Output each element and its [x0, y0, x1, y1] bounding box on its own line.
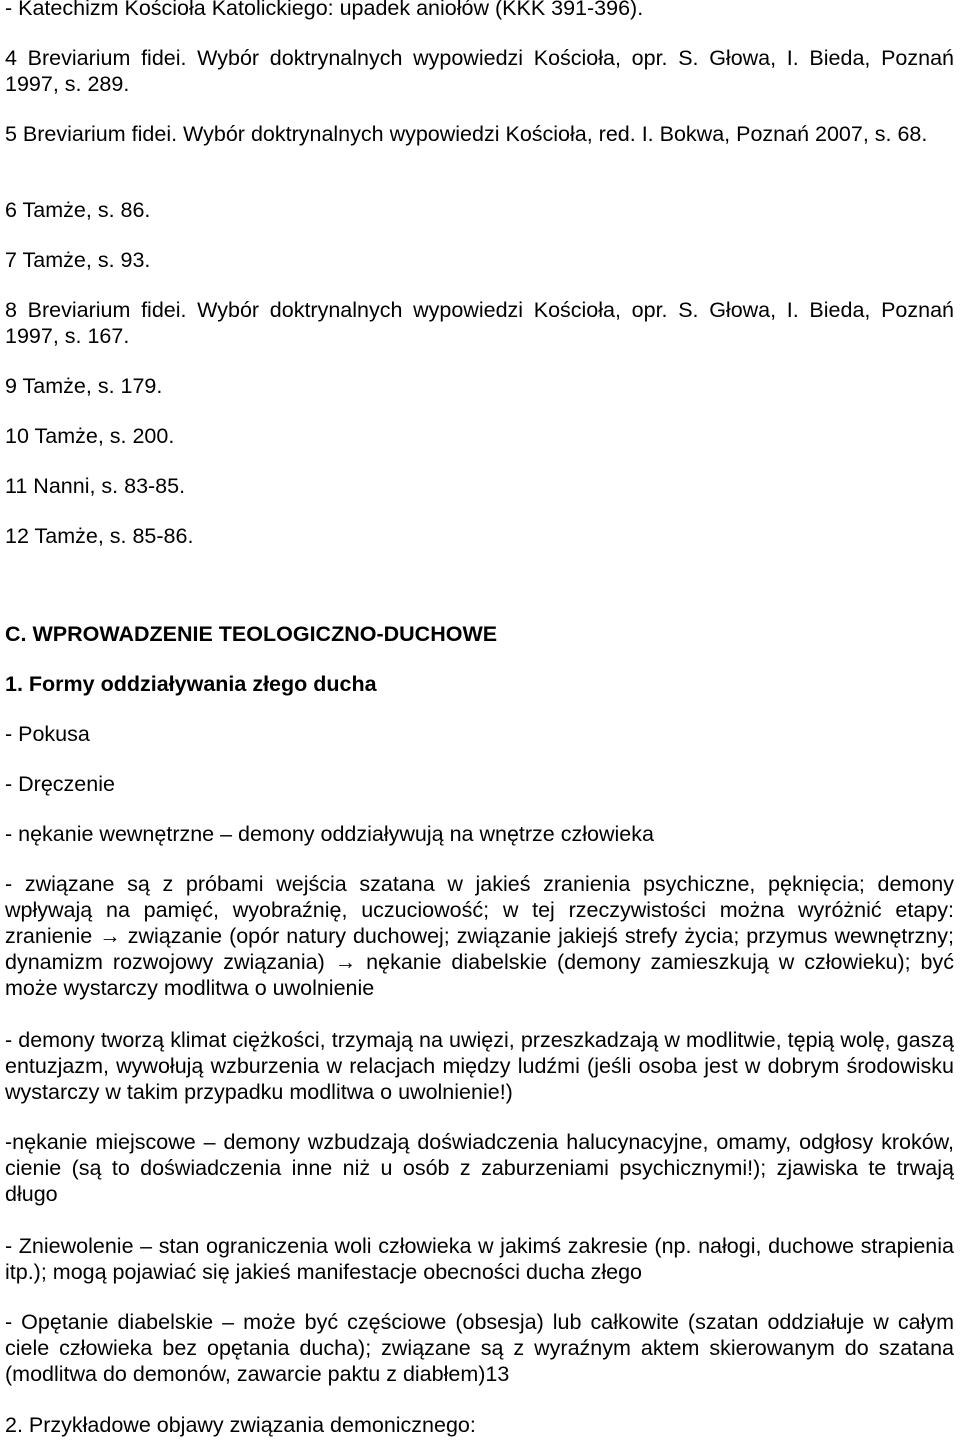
list-item-nekanie-miejscowe: -nękanie miejscowe – demony wzbudzają doświadczenia halucynacyjne, omamy, odgłosy kroków, cienie (są to doświadczenia inne niż u osób z zaburzeniami psychicznymi!); zjawiska te trwają długo	[5, 1130, 954, 1206]
list-item-klimat-ciezkosci: - demony tworzą klimat ciężkości, trzymają na uwięzi, przeszkadzają w modlitwie, tępią wolę, gaszą entuzjazm, wywołują wzburzenia w relacjach między ludźmi (jeśli osoba jest w dobrym środowisku wystarczy w takim przypadku modlitwa o uwolnienie!)	[5, 1028, 954, 1104]
list-item-dreczenie: - Dręczenie	[5, 772, 115, 796]
list-item-zniewolenie: - Zniewolenie – stan ograniczenia woli człowieka w jakimś zakresie (np. nałogi, duchowe strapienia itp.); mogą pojawiać się jakieś manifestacje obecności ducha złego	[5, 1234, 954, 1284]
footnote-11: 11 Nanni, s. 83-85.	[5, 474, 186, 498]
subsection-heading: 1. Formy oddziaływania złego ducha	[5, 672, 377, 696]
list-item-pokusa: - Pokusa	[5, 722, 90, 746]
footnote-6: 6 Tamże, s. 86.	[5, 198, 151, 222]
footnote-12: 12 Tamże, s. 85-86.	[5, 524, 194, 548]
footnote-10: 10 Tamże, s. 200.	[5, 424, 175, 448]
footnote-9: 9 Tamże, s. 179.	[5, 374, 163, 398]
list-item-zwiazane-proby: - związane są z próbami wejścia szatana w jakieś zranienia psychiczne, pęknięcia; demony wpływają na pamięć, wyobraźnię, uczuciowość; w tej rzeczywistości można wyróżnić etapy: zranienie → związanie (opór natury duchowej; związanie jakiejś strefy życia; przymus wewnętrzny; dynamizm rozwojowy związania) → nękanie diabelskie (demony zamieszkują w człowieku); być może wystarczy modlitwa o uwolnienie	[5, 872, 954, 1000]
section-heading: C. WPROWADZENIE TEOLOGICZNO-DUCHOWE	[5, 622, 498, 646]
footnote-4: 4 Breviarium fidei. Wybór doktrynalnych wypowiedzi Kościoła, opr. S. Głowa, I. Bieda, Poznań 1997, s. 289.	[5, 46, 954, 96]
list-item-nekanie-wewnetrzne: - nękanie wewnętrzne – demony oddziaływują na wnętrze człowieka	[5, 822, 654, 846]
footnote-5: 5 Breviarium fidei. Wybór doktrynalnych wypowiedzi Kościoła, red. I. Bokwa, Poznań 2007, s. 68.	[5, 122, 928, 146]
footnote-8: 8 Breviarium fidei. Wybór doktrynalnych wypowiedzi Kościoła, opr. S. Głowa, I. Bieda, Poznań 1997, s. 167.	[5, 298, 954, 348]
next-section-heading: 2. Przykładowe objawy związania demonicznego:	[5, 1413, 476, 1437]
list-item-katechizm: - Katechizm Kościoła Katolickiego: upadek aniołów (KKK 391-396).	[5, 0, 644, 20]
list-item-opetanie: - Opętanie diabelskie – może być częściowe (obsesja) lub całkowite (szatan oddziałuje w całym ciele człowieka bez opętania ducha); związane są z wyraźnym aktem skierowanym do szatana (modlitwa do demonów, zawarcie paktu z diabłem)13	[5, 1310, 954, 1386]
footnote-7: 7 Tamże, s. 93.	[5, 248, 151, 272]
